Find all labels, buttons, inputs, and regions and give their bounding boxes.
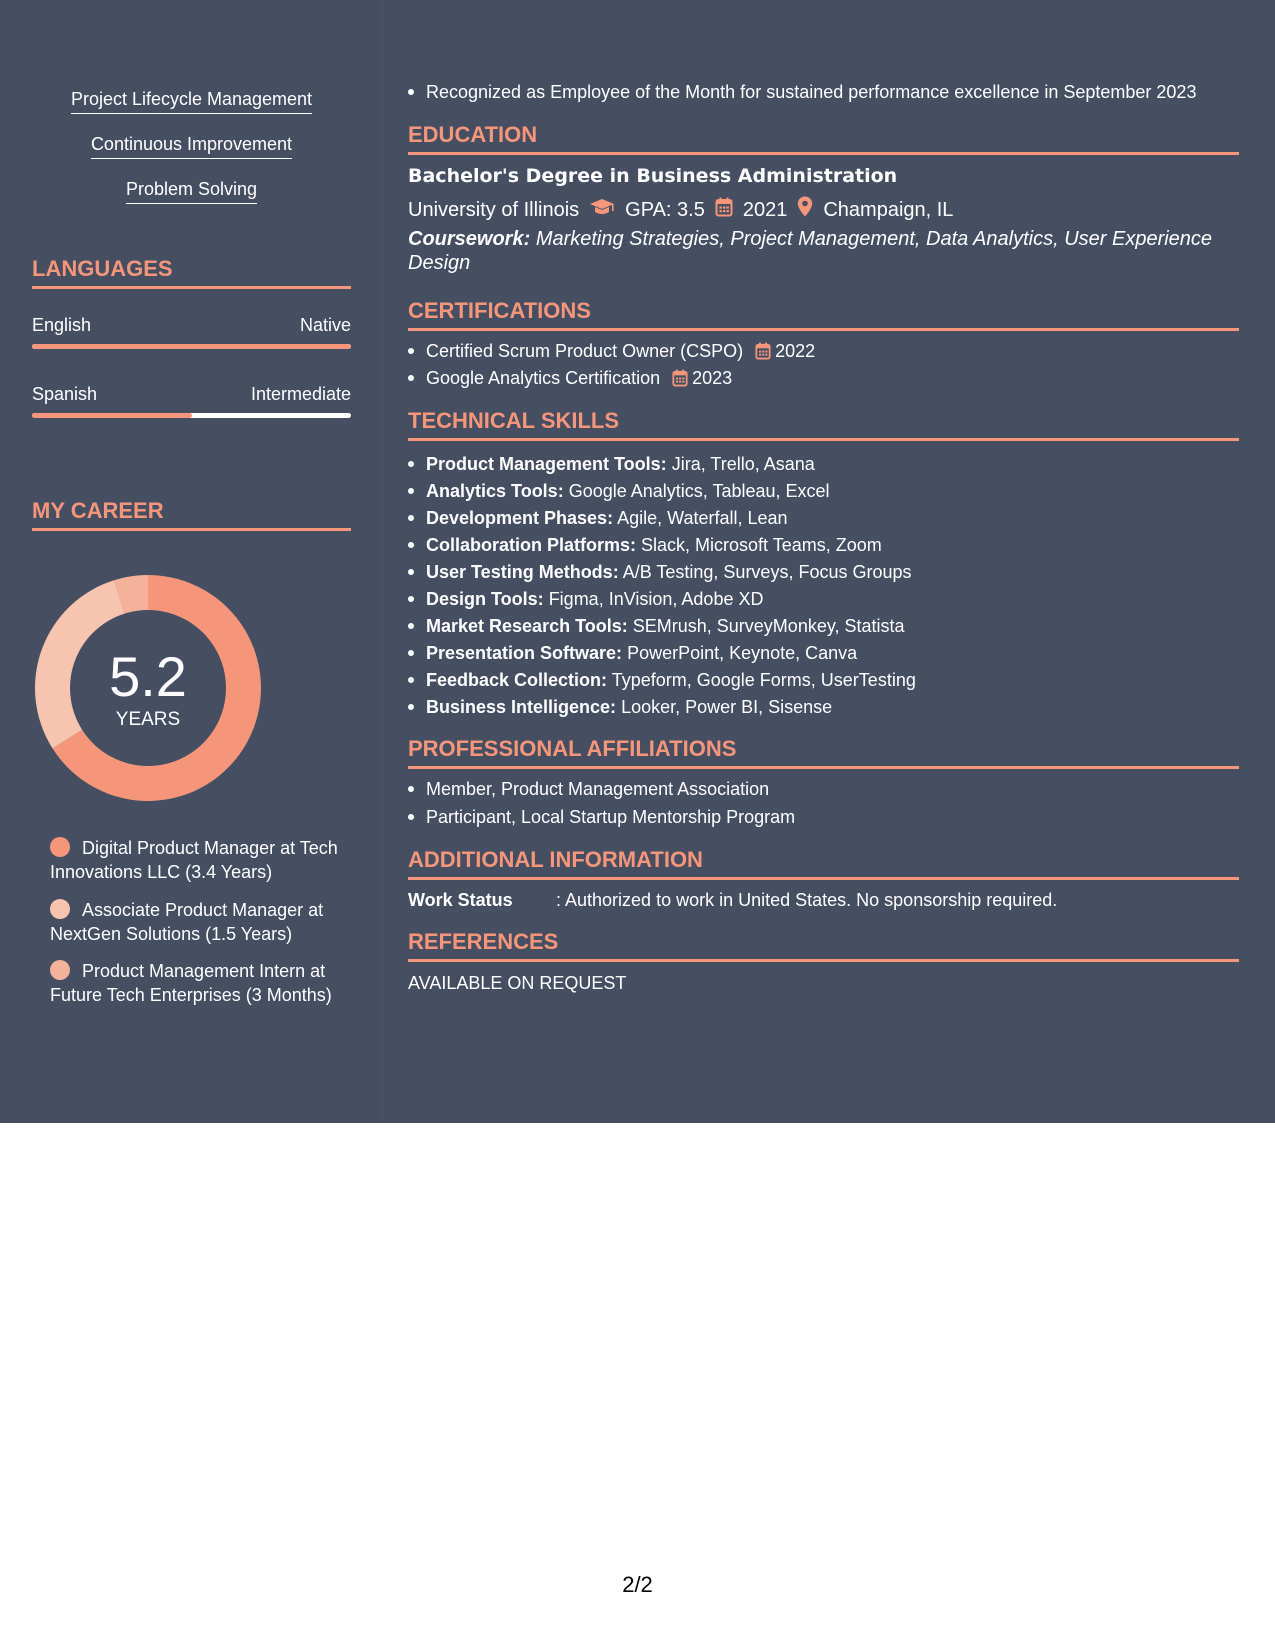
education-meta xyxy=(408,196,953,223)
technical-skill-value: Slack, Microsoft Teams, Zoom xyxy=(641,535,882,555)
language-level: Native xyxy=(299,315,351,335)
career-total-years: 5.2 xyxy=(109,645,187,708)
technical-skill-value: Google Analytics, Tableau, Excel xyxy=(568,481,830,501)
language-name: Spanish xyxy=(32,384,98,404)
technical-skill-label: Market Research Tools: xyxy=(426,616,628,636)
references-heading: REFERENCES xyxy=(408,929,1239,962)
skill-label: Problem Solving xyxy=(126,178,257,204)
career-total-unit: YEARS xyxy=(115,709,181,730)
additional-info-heading: ADDITIONAL INFORMATION xyxy=(408,847,1239,880)
technical-skills-heading: TECHNICAL SKILLS xyxy=(408,408,1239,441)
graduation-cap-icon xyxy=(589,198,615,222)
column-divider xyxy=(382,0,383,1123)
calendar-icon xyxy=(715,197,733,223)
legend-dot xyxy=(50,960,70,980)
certification-item xyxy=(426,340,815,365)
certification-item xyxy=(426,367,732,392)
technical-skill-item xyxy=(426,696,832,718)
technical-skill-item xyxy=(426,480,830,502)
language-row xyxy=(32,314,351,336)
page-number: 2/2 xyxy=(622,1572,653,1597)
technical-skill-label: User Testing Methods: xyxy=(426,562,619,582)
technical-skill-item xyxy=(426,453,815,475)
education-heading: EDUCATION xyxy=(408,122,1239,155)
technical-skill-value: Looker, Power BI, Sisense xyxy=(621,697,833,717)
certification-year: 2023 xyxy=(692,368,733,388)
education-coursework xyxy=(408,227,1239,275)
education-year: 2021 xyxy=(742,198,788,221)
technical-skill-item xyxy=(426,507,788,529)
technical-skill-label: Analytics Tools: xyxy=(426,481,564,501)
technical-skill-value: A/B Testing, Surveys, Focus Groups xyxy=(622,562,912,582)
technical-skill-label: Collaboration Platforms: xyxy=(426,535,637,555)
technical-skill-label: Feedback Collection: xyxy=(426,670,608,690)
affiliation-item: Member, Product Management Association xyxy=(426,779,770,799)
technical-skill-value: Agile, Waterfall, Lean xyxy=(617,508,788,528)
skill-label: Continuous Improvement xyxy=(91,133,292,159)
technical-skill-value: Figma, InVision, Adobe XD xyxy=(548,589,764,609)
legend-dot xyxy=(50,899,70,919)
skill-item xyxy=(32,178,351,204)
technical-skill-item xyxy=(426,615,905,637)
technical-skill-label: Presentation Software: xyxy=(426,643,623,663)
technical-skill-label: Product Management Tools: xyxy=(426,454,667,474)
career-heading: MY CAREER xyxy=(32,498,351,531)
affiliations-heading: PROFESSIONAL AFFILIATIONS xyxy=(408,736,1239,769)
certifications-heading: CERTIFICATIONS xyxy=(408,298,1239,331)
certification-name: Certified Scrum Product Owner (CSPO) xyxy=(426,341,744,361)
technical-skill-value: PowerPoint, Keynote, Canva xyxy=(627,643,858,663)
technical-skill-item xyxy=(426,642,857,664)
career-legend-item xyxy=(50,898,340,946)
work-status-label: Work Status xyxy=(408,890,513,910)
skill-item xyxy=(32,133,351,159)
technical-skill-label: Business Intelligence: xyxy=(426,697,617,717)
technical-skill-item xyxy=(426,561,912,583)
education-location: Champaign, IL xyxy=(823,198,954,221)
calendar-icon xyxy=(672,369,688,392)
skill-label: Project Lifecycle Management xyxy=(71,88,312,114)
coursework-label: Coursework: xyxy=(408,228,531,250)
language-level: Intermediate xyxy=(250,384,351,404)
language-proficiency-fill xyxy=(32,344,351,349)
certification-year: 2022 xyxy=(775,341,816,361)
map-pin-icon xyxy=(797,196,813,223)
legend-dot xyxy=(50,837,70,857)
language-proficiency-bar xyxy=(32,344,351,349)
career-legend-label: Product Management Intern at Future Tech Enterprises (3 Months) xyxy=(50,961,332,1005)
achievement-item: Recognized as Employee of the Month for sustained performance excellence in September 2023 xyxy=(426,82,1197,102)
technical-skill-item xyxy=(426,669,916,691)
technical-skill-label: Design Tools: xyxy=(426,589,544,609)
references-text: AVAILABLE ON REQUEST xyxy=(408,973,627,993)
technical-skill-value: Typeform, Google Forms, UserTesting xyxy=(611,670,916,690)
language-row xyxy=(32,383,351,405)
career-legend-item xyxy=(50,836,340,884)
education-gpa: GPA: 3.5 xyxy=(625,198,705,221)
career-legend-label: Associate Product Manager at NextGen Solutions (1.5 Years) xyxy=(50,900,324,944)
technical-skill-item xyxy=(426,588,763,610)
technical-skill-value: Jira, Trello, Asana xyxy=(671,454,815,474)
language-proficiency-bar xyxy=(32,413,351,418)
work-status-value: : Authorized to work in United States. No sponsorship required. xyxy=(556,890,1058,910)
language-name: English xyxy=(32,315,92,335)
languages-heading: LANGUAGES xyxy=(32,256,351,289)
career-legend-item xyxy=(50,959,340,1007)
technical-skill-value: SEMrush, SurveyMonkey, Statista xyxy=(632,616,905,636)
career-legend-label: Digital Product Manager at Tech Innovations LLC (3.4 Years) xyxy=(50,838,338,882)
education-school: University of Illinois xyxy=(408,198,580,221)
technical-skill-label: Development Phases: xyxy=(426,508,614,528)
coursework-text: Marketing Strategies, Project Management, Data Analytics, User Experience Design xyxy=(408,228,1213,274)
calendar-icon xyxy=(755,342,771,365)
career-donut-chart xyxy=(35,575,261,801)
skill-item xyxy=(32,88,351,114)
education-degree: Bachelor's Degree in Business Administration xyxy=(408,165,898,187)
affiliation-item: Participant, Local Startup Mentorship Program xyxy=(426,807,796,827)
certification-name: Google Analytics Certification xyxy=(426,368,661,388)
language-proficiency-fill xyxy=(32,413,192,418)
technical-skill-item xyxy=(426,534,882,556)
